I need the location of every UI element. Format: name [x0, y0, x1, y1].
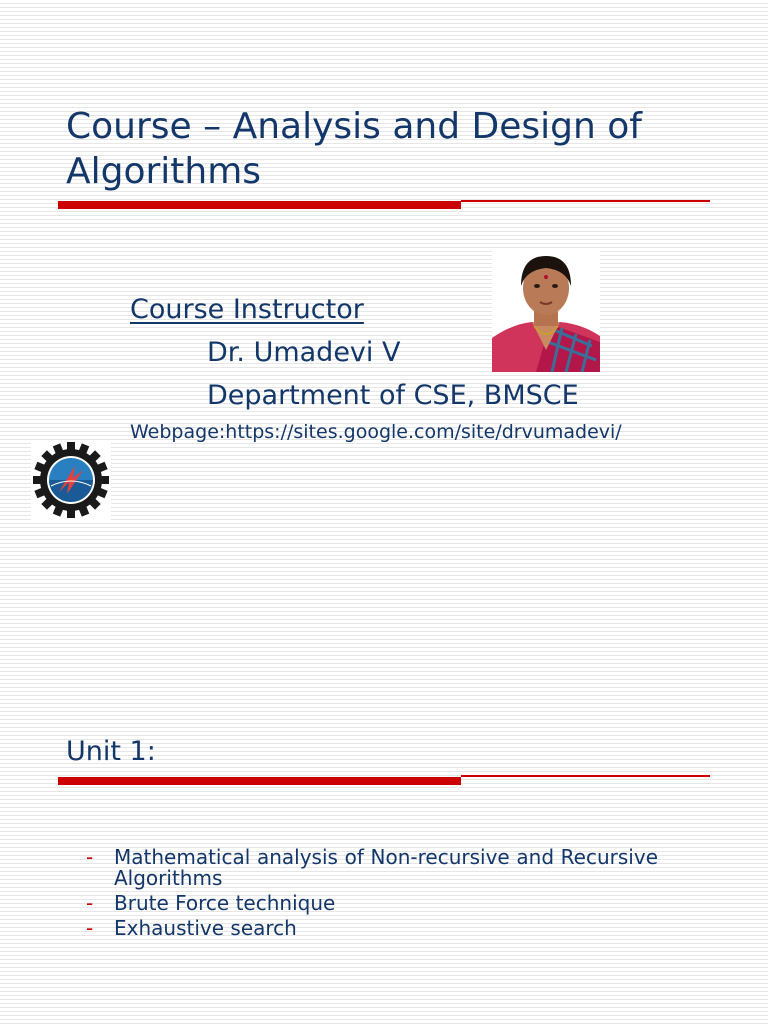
unit-title: Unit 1:: [66, 736, 156, 767]
instructor-heading: Course Instructor: [130, 294, 364, 325]
instructor-webpage[interactable]: Webpage:https://sites.google.com/site/drvumadevi/: [130, 421, 622, 443]
instructor-name: Dr. Umadevi V: [207, 337, 401, 368]
gear-emblem-icon: [31, 440, 111, 520]
unit-rule-thin: [461, 775, 710, 777]
list-item: [86, 847, 658, 889]
title-rule-thin: [461, 200, 710, 202]
bullet-dash-icon: -: [86, 845, 94, 869]
title-rule-thick: [58, 201, 461, 209]
bullet-dash-icon: -: [86, 916, 94, 940]
instructor-department: Department of CSE, BMSCE: [207, 380, 579, 411]
instructor-photo: [492, 250, 600, 372]
instructor-portrait-icon: [492, 250, 600, 372]
college-logo: [31, 440, 111, 520]
bullet-dash-icon: -: [86, 891, 94, 915]
list-item-text: Brute Force technique: [114, 891, 336, 915]
unit-rule-thick: [58, 777, 461, 785]
topic-list: [86, 847, 658, 943]
list-item: [86, 893, 658, 914]
slide-2: [0, 512, 768, 1024]
list-item-text: Exhaustive search: [114, 916, 297, 940]
slide-title: Course – Analysis and Design of Algorithms: [66, 106, 642, 192]
list-item-text: Mathematical analysis of Non-recursive and Recursive Algorithms: [114, 845, 658, 890]
list-item: [86, 918, 658, 939]
